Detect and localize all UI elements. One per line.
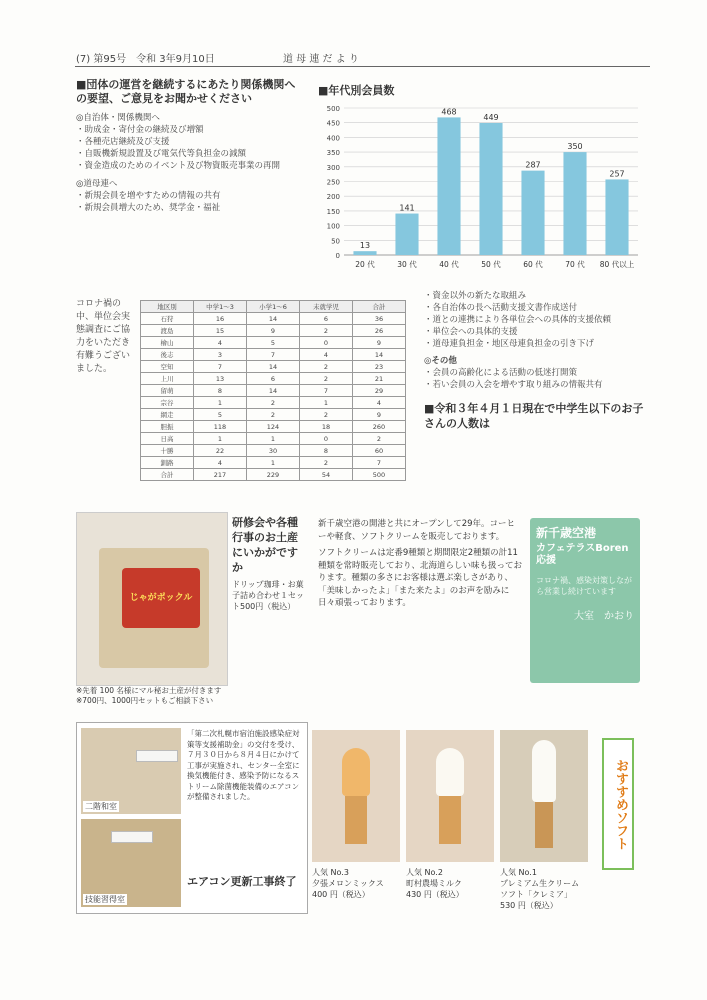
- soft-price: 400 円（税込）: [312, 890, 370, 899]
- table-value-cell: 229: [247, 469, 300, 481]
- y-tick-label: 100: [326, 222, 340, 231]
- table-value-cell: 500: [353, 469, 406, 481]
- photo-caption: 技能習得室: [85, 895, 125, 904]
- souvenir-note: ※700円、1000円セットもご相談下さい: [76, 696, 214, 705]
- soft-name: 夕張メロンミックス: [312, 879, 384, 888]
- newsletter-name: 道 母 連 だ よ り: [283, 54, 359, 65]
- table-district-cell: 合計: [141, 469, 194, 481]
- table-value-cell: 23: [353, 361, 406, 373]
- data-label: 468: [441, 107, 457, 117]
- table-value-cell: 8: [194, 385, 247, 397]
- bar: [353, 251, 376, 255]
- data-label: 141: [399, 203, 415, 213]
- aircon-unit-1: [136, 750, 178, 762]
- table-row: [141, 457, 406, 469]
- table-value-cell: 6: [247, 373, 300, 385]
- table-district-cell: 宗谷: [141, 397, 194, 409]
- x-tick-label: 30 代: [397, 260, 417, 269]
- soft-item: [406, 867, 496, 900]
- table-value-cell: 1: [194, 433, 247, 445]
- soft-item: [312, 867, 402, 900]
- table-value-cell: 5: [194, 409, 247, 421]
- table-value-cell: 4: [300, 349, 353, 361]
- soft-name: プレミアム生クリーム: [500, 879, 580, 888]
- y-tick-label: 500: [326, 105, 340, 113]
- table-header-cell: 合計: [353, 301, 406, 313]
- table-value-cell: 2: [300, 373, 353, 385]
- soft-cream-cremia: [532, 740, 556, 802]
- bar: [563, 152, 586, 255]
- header-rule: [75, 66, 650, 67]
- table-header-cell: 小学1〜6: [247, 301, 300, 313]
- table-value-cell: 4: [353, 397, 406, 409]
- x-tick-label: 40 代: [439, 260, 459, 269]
- soft-section: [312, 730, 652, 920]
- souvenir-note: ※先着 100 名様にマル秘お土産が付きます: [76, 686, 222, 695]
- lower-right-item: ・各自治体の長へ活動支援文書作成送付: [424, 303, 578, 313]
- cafe-banner-title2: カフェテラスBoren応援: [536, 543, 629, 566]
- cafe-banner-title1: 新千歳空港: [536, 526, 597, 540]
- bar: [479, 123, 502, 255]
- soft-price: 530 円（税込）: [500, 901, 558, 910]
- table-value-cell: 1: [194, 397, 247, 409]
- table-value-cell: 7: [247, 349, 300, 361]
- to-municipality-heading: ◎自治体・関係機関へ: [76, 113, 160, 123]
- request-item: ・資金造成のためのイベント及び物資販売事業の再開: [76, 161, 281, 171]
- table-district-cell: 空知: [141, 361, 194, 373]
- table-district-cell: 日高: [141, 433, 194, 445]
- soft-rank: 人気 No.2: [406, 868, 443, 877]
- table-value-cell: 14: [247, 361, 300, 373]
- x-tick-label: 80 代以上: [599, 260, 635, 269]
- table-value-cell: 6: [300, 313, 353, 325]
- children-title: ■令和３年４月１日現在で中学生以下のお子さんの人数は: [424, 402, 644, 430]
- aircon-title: エアコン更新工事終了: [187, 875, 297, 888]
- bar: [395, 214, 418, 255]
- other-item: ・若い会員の入会を増やす取り組みの情報共有: [424, 380, 603, 390]
- table-row: [141, 433, 406, 445]
- table-value-cell: 2: [247, 397, 300, 409]
- table-row: [141, 385, 406, 397]
- data-label: 13: [359, 241, 371, 251]
- room-photo-1: [81, 728, 181, 814]
- y-tick-label: 350: [326, 149, 340, 158]
- soft-price: 430 円（税込）: [406, 890, 464, 899]
- table-value-cell: 14: [353, 349, 406, 361]
- cafe-body-paragraph: 新千歳空港の開港と共にオープンして29年。コーヒーや軽食、ソフトクリームを販売しております。: [318, 519, 516, 542]
- table-value-cell: 26: [353, 325, 406, 337]
- data-label: 350: [567, 142, 583, 152]
- table-value-cell: 18: [300, 421, 353, 433]
- cafe-section: [310, 510, 652, 695]
- table-row: [141, 469, 406, 481]
- table-row: [141, 337, 406, 349]
- lower-right-item: ・資金以外の新たな取組み: [424, 291, 527, 301]
- table-row: [141, 313, 406, 325]
- table-value-cell: 2: [247, 409, 300, 421]
- table-header-cell: 地区別: [141, 301, 194, 313]
- soft-banner: おすすめソフト: [602, 738, 634, 870]
- table-value-cell: 7: [194, 361, 247, 373]
- y-tick-label: 250: [326, 178, 340, 187]
- table-value-cell: 9: [247, 325, 300, 337]
- lower-right-item: ・道母連負担金・地区母連負担金の引き下げ: [424, 339, 595, 349]
- y-tick-label: 450: [326, 119, 340, 128]
- table-value-cell: 124: [247, 421, 300, 433]
- other-item: ・会員の高齢化による活動の低迷打開策: [424, 368, 578, 378]
- table-value-cell: 2: [300, 409, 353, 421]
- x-tick-label: 50 代: [481, 260, 501, 269]
- lower-right-item: ・道との連携により各単位会への具体的支援依頼: [424, 315, 612, 325]
- aircon-section: [76, 722, 308, 914]
- page-info: (7) 第95号 令和 3年9月10日: [76, 54, 215, 65]
- table-district-cell: 釧路: [141, 457, 194, 469]
- aircon-unit-2: [111, 831, 153, 843]
- table-value-cell: 2: [300, 325, 353, 337]
- table-value-cell: 3: [194, 349, 247, 361]
- table-value-cell: 217: [194, 469, 247, 481]
- table-value-cell: 4: [194, 337, 247, 349]
- souvenir-desc: ドリップ珈琲・お菓子詰め合わせ１セット500円（税込）: [232, 580, 304, 611]
- table-value-cell: 7: [353, 457, 406, 469]
- x-tick-label: 70 代: [565, 260, 585, 269]
- cafe-author: 大室 かおり: [574, 611, 634, 622]
- to-doboren-block: [76, 178, 306, 214]
- request-item: ・新規会員を増やすための情報の共有: [76, 191, 221, 201]
- y-tick-label: 50: [331, 237, 340, 246]
- table-header-cell: 中学1〜3: [194, 301, 247, 313]
- children-table-wrap: [140, 300, 406, 481]
- table-value-cell: 36: [353, 313, 406, 325]
- request-item: ・各種売店継続及び支援: [76, 137, 170, 147]
- request-title: ■団体の運営を継続するにあたり関係機関への要望、ご意見をお聞かせください: [76, 78, 296, 105]
- table-value-cell: 1: [247, 457, 300, 469]
- to-municipality-block: [76, 112, 306, 172]
- table-value-cell: 22: [194, 445, 247, 457]
- table-value-cell: 13: [194, 373, 247, 385]
- souvenir-bag-label: じゃがポックル: [122, 568, 200, 628]
- table-row: [141, 325, 406, 337]
- request-item: ・自販機新規設置及び電気代等負担金の減額: [76, 149, 247, 159]
- table-value-cell: 0: [300, 337, 353, 349]
- table-value-cell: 260: [353, 421, 406, 433]
- table-value-cell: 54: [300, 469, 353, 481]
- photo-caption: 二階和室: [85, 802, 117, 811]
- children-count-table: [140, 300, 406, 481]
- soft-cone: [535, 802, 553, 848]
- left-note: コロナ禍の中、単位会実態調査にご協力をいただき有難うございました。: [76, 299, 131, 374]
- table-row: [141, 361, 406, 373]
- table-value-cell: 2: [300, 457, 353, 469]
- bar: [605, 179, 628, 255]
- soft-photo: [406, 730, 494, 862]
- soft-cream-milk: [436, 748, 464, 796]
- souvenir-photo: [76, 512, 228, 686]
- table-value-cell: 8: [300, 445, 353, 457]
- souvenir-notes: [76, 686, 221, 706]
- table-value-cell: 2: [300, 361, 353, 373]
- soft-name-line2: ソフト「クレミア」: [500, 890, 572, 899]
- soft-cone: [439, 796, 461, 844]
- table-value-cell: 14: [247, 385, 300, 397]
- y-tick-label: 0: [335, 252, 340, 260]
- souvenir-title: 研修会や各種行事のお土産にいかがですか: [232, 516, 298, 574]
- table-value-cell: 1: [300, 397, 353, 409]
- table-value-cell: 9: [353, 409, 406, 421]
- table-row: [141, 409, 406, 421]
- table-district-cell: 檜山: [141, 337, 194, 349]
- soft-cone: [345, 796, 367, 844]
- soft-photo: [500, 730, 588, 862]
- table-value-cell: 9: [353, 337, 406, 349]
- x-tick-label: 60 代: [523, 260, 543, 269]
- table-value-cell: 15: [194, 325, 247, 337]
- table-row: [141, 421, 406, 433]
- lower-right-item: ・単位会への具体的支援: [424, 327, 518, 337]
- table-row: [141, 373, 406, 385]
- soft-rank: 人気 No.3: [312, 868, 349, 877]
- table-district-cell: 後志: [141, 349, 194, 361]
- data-label: 287: [525, 160, 541, 170]
- aircon-body: 「第二次札幌市宿泊施設感染症対策等支援補助金」の交付を受け、７月３０日から８月４日にかけて工事が実施され、センター全室に換気機能付き、感染予防になるストリーム除菌機能装備のエアコンが整備されました。: [187, 729, 300, 801]
- cafe-body: [318, 518, 523, 610]
- lower-right-block: [424, 290, 649, 431]
- table-value-cell: 21: [353, 373, 406, 385]
- y-tick-label: 200: [326, 193, 340, 202]
- room-photo-2: [81, 819, 181, 907]
- table-row: [141, 397, 406, 409]
- table-value-cell: 29: [353, 385, 406, 397]
- data-label: 449: [483, 112, 499, 122]
- table-district-cell: 上川: [141, 373, 194, 385]
- cafe-subtitle: コロナ禍、感染対策しながら営業し続けています: [536, 576, 632, 596]
- table-district-cell: 網走: [141, 409, 194, 421]
- table-value-cell: 4: [194, 457, 247, 469]
- to-doboren-heading: ◎道母連へ: [76, 179, 118, 189]
- request-item: ・新規会員増大のため、奨学金・福祉: [76, 203, 221, 213]
- x-tick-label: 20 代: [355, 260, 375, 269]
- member-age-chart: [316, 80, 646, 275]
- table-value-cell: 0: [300, 433, 353, 445]
- y-tick-label: 400: [326, 134, 340, 143]
- table-value-cell: 2: [353, 433, 406, 445]
- chart-title: ■年代別会員数: [318, 84, 395, 97]
- table-value-cell: 118: [194, 421, 247, 433]
- chart-svg: [316, 80, 646, 275]
- bar: [437, 117, 460, 255]
- request-section: [76, 78, 306, 214]
- bar: [521, 171, 544, 255]
- soft-item: [500, 867, 610, 911]
- table-district-cell: 十勝: [141, 445, 194, 457]
- table-district-cell: 石狩: [141, 313, 194, 325]
- cafe-banner: [530, 518, 640, 683]
- table-value-cell: 30: [247, 445, 300, 457]
- table-district-cell: 胆振: [141, 421, 194, 433]
- table-header-row: [141, 301, 406, 313]
- table-value-cell: 60: [353, 445, 406, 457]
- souvenir-text: [232, 515, 304, 612]
- cafe-body-paragraph: ソフトクリームは定番9種類と期間限定2種類の計11種類を常時販売しており、北海道らしい味も扱っております。種類の多さにお客様は選ぶ楽しさがあり、「美味しかったよ」「また来たよ」のお声を励みに日々頑張っております。: [318, 548, 523, 608]
- table-value-cell: 7: [300, 385, 353, 397]
- table-header-cell: 未就学児: [300, 301, 353, 313]
- soft-photo: [312, 730, 400, 862]
- table-value-cell: 16: [194, 313, 247, 325]
- table-district-cell: 渡島: [141, 325, 194, 337]
- table-district-cell: 留萌: [141, 385, 194, 397]
- table-row: [141, 349, 406, 361]
- soft-rank: 人気 No.1: [500, 868, 537, 877]
- y-tick-label: 300: [326, 163, 340, 172]
- data-label: 257: [609, 169, 625, 179]
- table-value-cell: 14: [247, 313, 300, 325]
- table-value-cell: 1: [247, 433, 300, 445]
- other-heading: ◎その他: [424, 356, 457, 366]
- y-tick-label: 150: [326, 207, 340, 216]
- soft-cream-melon: [342, 748, 370, 796]
- table-row: [141, 445, 406, 457]
- table-value-cell: 5: [247, 337, 300, 349]
- request-item: ・助成金・寄付金の継続及び増額: [76, 125, 204, 135]
- soft-name: 町村農場ミルク: [406, 879, 462, 888]
